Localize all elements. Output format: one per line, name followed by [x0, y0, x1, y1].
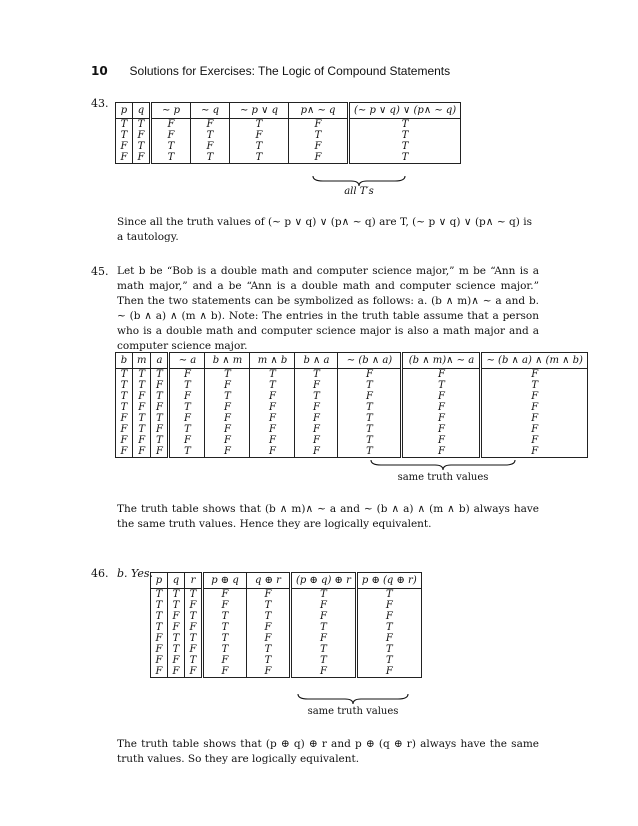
table-cell: F	[116, 435, 133, 446]
table-cell: T	[349, 152, 461, 164]
table-cell: F	[205, 380, 250, 391]
table-cell: T	[169, 402, 205, 413]
table-row	[116, 141, 461, 152]
table-row	[116, 424, 588, 435]
table-cell: F	[205, 446, 250, 458]
table-cell: T	[247, 611, 291, 622]
table-row	[151, 644, 422, 655]
table-cell: F	[356, 666, 421, 678]
table-cell: F	[185, 666, 203, 678]
table-cell: F	[356, 633, 421, 644]
table-cell: T	[247, 600, 291, 611]
table-cell: T	[185, 633, 203, 644]
table-cell: F	[169, 391, 205, 402]
table-cell: F	[203, 666, 247, 678]
brace-label-45: same truth values	[397, 472, 489, 483]
table-cell: F	[289, 119, 349, 131]
table-cell: T	[203, 622, 247, 633]
table-cell: T	[338, 402, 402, 413]
ex46-header-2: r	[185, 573, 203, 589]
table-cell: F	[168, 666, 185, 678]
ex45-header-1: m	[133, 353, 151, 369]
table-cell: F	[191, 141, 230, 152]
brace-label-43: all T′s	[344, 186, 374, 197]
table-cell: F	[295, 380, 338, 391]
table-cell: T	[356, 655, 421, 666]
table-cell: T	[250, 380, 295, 391]
table-cell: F	[250, 424, 295, 435]
exercise-45-text: Let b be “Bob is a double math and computer science major,” m be “Ann is a math major,” and a be “Ann is a double math and computer science major.” Then the two statements can be symbolized as follows: a. (b ∧ m)∧ ∼ a and b. ∼ (b ∧ a) ∧ (m ∧ b). Note: The entries in the truth table assume that a person who is a double math and computer science major is also a math major and a computer science major.	[117, 265, 539, 352]
table-cell: F	[402, 435, 481, 446]
page-number: 10	[91, 64, 108, 78]
exercise-45-conclusion: The truth table shows that (b ∧ m)∧ ∼ a and ∼ (b ∧ a) ∧ (m ∧ b) always have the same truth values. Hence they are logically equivalent.	[117, 503, 539, 530]
table-cell: T	[185, 655, 203, 666]
exercise-45-number: 45.	[91, 265, 109, 278]
table-cell: T	[116, 391, 133, 402]
table-cell: T	[205, 369, 250, 381]
table-cell: F	[151, 644, 168, 655]
table-cell: T	[402, 380, 481, 391]
ex43-header-4: ∼ p ∨ q	[230, 103, 289, 119]
table-cell: T	[481, 380, 587, 391]
table-cell: T	[133, 380, 151, 391]
ex46-header-6: p ⊕ (q ⊕ r)	[356, 573, 421, 589]
table-cell: F	[169, 369, 205, 381]
ex45-header-2: a	[151, 353, 169, 369]
table-cell: F	[151, 633, 168, 644]
table-cell: F	[168, 611, 185, 622]
table-cell: F	[295, 446, 338, 458]
table-cell: T	[133, 413, 151, 424]
table-cell: F	[205, 413, 250, 424]
table-cell: F	[295, 413, 338, 424]
table-cell: F	[133, 435, 151, 446]
table-cell: T	[185, 589, 203, 601]
table-cell: F	[151, 424, 169, 435]
table-cell: T	[203, 644, 247, 655]
table-row	[151, 589, 422, 601]
table-cell: T	[356, 644, 421, 655]
table-cell: F	[402, 424, 481, 435]
table-cell: F	[133, 130, 151, 141]
table-cell: T	[191, 130, 230, 141]
ex43-header-0: p	[116, 103, 133, 119]
table-cell: F	[247, 633, 291, 644]
table-row	[151, 655, 422, 666]
table-cell: F	[116, 152, 133, 164]
truth-table-46	[150, 572, 422, 678]
table-cell: T	[116, 130, 133, 141]
table-cell: T	[151, 589, 168, 601]
table-cell: T	[295, 369, 338, 381]
brace-label-46: same truth values	[307, 706, 399, 717]
table-cell: F	[291, 633, 357, 644]
table-cell: F	[205, 424, 250, 435]
table-cell: F	[291, 666, 357, 678]
table-cell: T	[230, 152, 289, 164]
table-cell: T	[291, 644, 357, 655]
table-cell: T	[349, 119, 461, 131]
table-cell: T	[151, 600, 168, 611]
table-cell: F	[481, 391, 587, 402]
table-cell: F	[151, 402, 169, 413]
table-cell: F	[133, 446, 151, 458]
table-cell: F	[191, 119, 230, 131]
ex45-header-8: (b ∧ m)∧ ∼ a	[402, 353, 481, 369]
table-cell: F	[169, 435, 205, 446]
table-cell: T	[230, 119, 289, 131]
table-cell: F	[402, 369, 481, 381]
table-cell: F	[133, 402, 151, 413]
table-cell: T	[151, 369, 169, 381]
table-cell: F	[295, 402, 338, 413]
table-cell: F	[250, 391, 295, 402]
table-cell: T	[151, 435, 169, 446]
exercise-46-conclusion: The truth table shows that (p ⊕ q) ⊕ r and p ⊕ (q ⊕ r) always have the same truth values. So they are logically equivalent.	[117, 738, 539, 765]
table-cell: T	[205, 391, 250, 402]
table-cell: F	[168, 655, 185, 666]
table-cell: T	[338, 413, 402, 424]
table-row	[116, 402, 588, 413]
table-row	[116, 413, 588, 424]
table-cell: T	[168, 600, 185, 611]
table-cell: F	[247, 589, 291, 601]
table-cell: F	[402, 391, 481, 402]
table-cell: T	[151, 611, 168, 622]
table-cell: T	[291, 622, 357, 633]
table-cell: T	[338, 435, 402, 446]
table-cell: F	[402, 413, 481, 424]
table-cell: T	[133, 369, 151, 381]
table-cell: T	[338, 380, 402, 391]
ex45-header-6: b ∧ a	[295, 353, 338, 369]
table-cell: F	[116, 413, 133, 424]
ex43-header-5: p∧ ∼ q	[289, 103, 349, 119]
table-cell: F	[289, 141, 349, 152]
table-cell: F	[481, 369, 587, 381]
table-cell: F	[481, 413, 587, 424]
table-cell: F	[250, 413, 295, 424]
table-cell: T	[247, 655, 291, 666]
table-cell: T	[116, 369, 133, 381]
table-cell: F	[356, 611, 421, 622]
page-title: Solutions for Exercises: The Logic of Compound Statements	[129, 64, 451, 78]
ex46-header-4: q ⊕ r	[247, 573, 291, 589]
table-cell: T	[356, 589, 421, 601]
ex45-header-0: b	[116, 353, 133, 369]
exercise-46-number: 46.	[91, 567, 109, 580]
table-row	[151, 633, 422, 644]
table-cell: T	[116, 402, 133, 413]
table-cell: F	[481, 402, 587, 413]
table-cell: T	[295, 391, 338, 402]
exercise-43-text: Since all the truth values of (∼ p ∨ q) ∨ (p∧ ∼ q) are T, (∼ p ∨ q) ∨ (p∧ ∼ q) is a tautology.	[117, 216, 532, 243]
table-cell: F	[168, 622, 185, 633]
ex43-header-6: (∼ p ∨ q) ∨ (p∧ ∼ q)	[349, 103, 461, 119]
table-row	[151, 622, 422, 633]
ex46-header-5: (p ⊕ q) ⊕ r	[291, 573, 357, 589]
table-cell: T	[133, 119, 151, 131]
ex46-header-1: q	[168, 573, 185, 589]
table-cell: T	[133, 424, 151, 435]
table-cell: F	[151, 666, 168, 678]
table-row	[116, 119, 461, 131]
table-cell: T	[338, 424, 402, 435]
table-cell: F	[250, 435, 295, 446]
table-cell: F	[185, 622, 203, 633]
table-row	[116, 391, 588, 402]
table-cell: F	[203, 589, 247, 601]
exercise-46-answer: b. Yes.	[117, 567, 153, 580]
table-cell: F	[247, 666, 291, 678]
table-cell: F	[481, 435, 587, 446]
table-cell: F	[230, 130, 289, 141]
table-cell: F	[291, 600, 357, 611]
table-cell: F	[151, 119, 191, 131]
table-cell: T	[230, 141, 289, 152]
table-cell: F	[151, 380, 169, 391]
ex45-header-7: ∼ (b ∧ a)	[338, 353, 402, 369]
table-cell: T	[356, 622, 421, 633]
ex45-header-9: ∼ (b ∧ a) ∧ (m ∧ b)	[481, 353, 587, 369]
table-cell: T	[203, 611, 247, 622]
table-cell: F	[481, 424, 587, 435]
table-cell: T	[291, 655, 357, 666]
exercise-43-number: 43.	[91, 97, 109, 110]
table-row	[151, 611, 422, 622]
table-cell: F	[133, 152, 151, 164]
brace-45	[369, 459, 517, 471]
table-cell: T	[168, 589, 185, 601]
ex45-header-4: b ∧ m	[205, 353, 250, 369]
table-cell: T	[116, 380, 133, 391]
ex43-header-1: q	[133, 103, 151, 119]
table-cell: T	[133, 141, 151, 152]
table-row	[116, 152, 461, 164]
table-row	[151, 600, 422, 611]
table-row	[116, 369, 588, 381]
table-cell: F	[481, 446, 587, 458]
table-cell: F	[133, 391, 151, 402]
table-cell: F	[116, 141, 133, 152]
table-cell: F	[205, 435, 250, 446]
table-cell: F	[247, 622, 291, 633]
table-cell: T	[168, 633, 185, 644]
table-cell: F	[205, 402, 250, 413]
table-cell: T	[289, 130, 349, 141]
table-cell: T	[151, 413, 169, 424]
truth-table-43	[115, 102, 461, 164]
table-cell: T	[169, 424, 205, 435]
brace-46	[296, 693, 410, 705]
table-cell: F	[338, 369, 402, 381]
ex46-header-0: p	[151, 573, 168, 589]
table-cell: F	[185, 600, 203, 611]
ex46-header-3: p ⊕ q	[203, 573, 247, 589]
table-cell: T	[151, 141, 191, 152]
table-row	[116, 446, 588, 458]
table-cell: T	[185, 611, 203, 622]
table-cell: T	[151, 391, 169, 402]
table-cell: T	[349, 141, 461, 152]
table-cell: T	[349, 130, 461, 141]
table-cell: T	[169, 380, 205, 391]
table-cell: F	[291, 611, 357, 622]
table-cell: T	[191, 152, 230, 164]
table-cell: F	[203, 600, 247, 611]
ex43-header-2: ∼ p	[151, 103, 191, 119]
table-row	[116, 380, 588, 391]
table-cell: F	[169, 413, 205, 424]
table-cell: T	[151, 622, 168, 633]
table-row	[151, 666, 422, 678]
table-cell: F	[151, 655, 168, 666]
ex45-header-3: ∼ a	[169, 353, 205, 369]
table-cell: T	[116, 119, 133, 131]
table-cell: T	[168, 644, 185, 655]
table-cell: T	[338, 446, 402, 458]
page-header	[91, 64, 450, 78]
table-cell: F	[356, 600, 421, 611]
table-cell: F	[295, 435, 338, 446]
table-cell: F	[116, 446, 133, 458]
table-cell: F	[250, 446, 295, 458]
table-cell: T	[203, 633, 247, 644]
table-cell: F	[338, 391, 402, 402]
table-row	[116, 130, 461, 141]
table-cell: F	[402, 446, 481, 458]
table-cell: F	[203, 655, 247, 666]
table-cell: F	[295, 424, 338, 435]
table-cell: T	[151, 152, 191, 164]
ex43-header-3: ∼ q	[191, 103, 230, 119]
table-cell: F	[116, 424, 133, 435]
table-cell: F	[289, 152, 349, 164]
table-cell: F	[151, 446, 169, 458]
table-row	[116, 435, 588, 446]
table-cell: F	[250, 402, 295, 413]
table-cell: T	[250, 369, 295, 381]
table-cell: T	[247, 644, 291, 655]
table-cell: T	[169, 446, 205, 458]
table-cell: T	[291, 589, 357, 601]
truth-table-45	[115, 352, 588, 458]
table-cell: F	[151, 130, 191, 141]
table-cell: F	[402, 402, 481, 413]
ex45-header-5: m ∧ b	[250, 353, 295, 369]
table-cell: F	[185, 644, 203, 655]
